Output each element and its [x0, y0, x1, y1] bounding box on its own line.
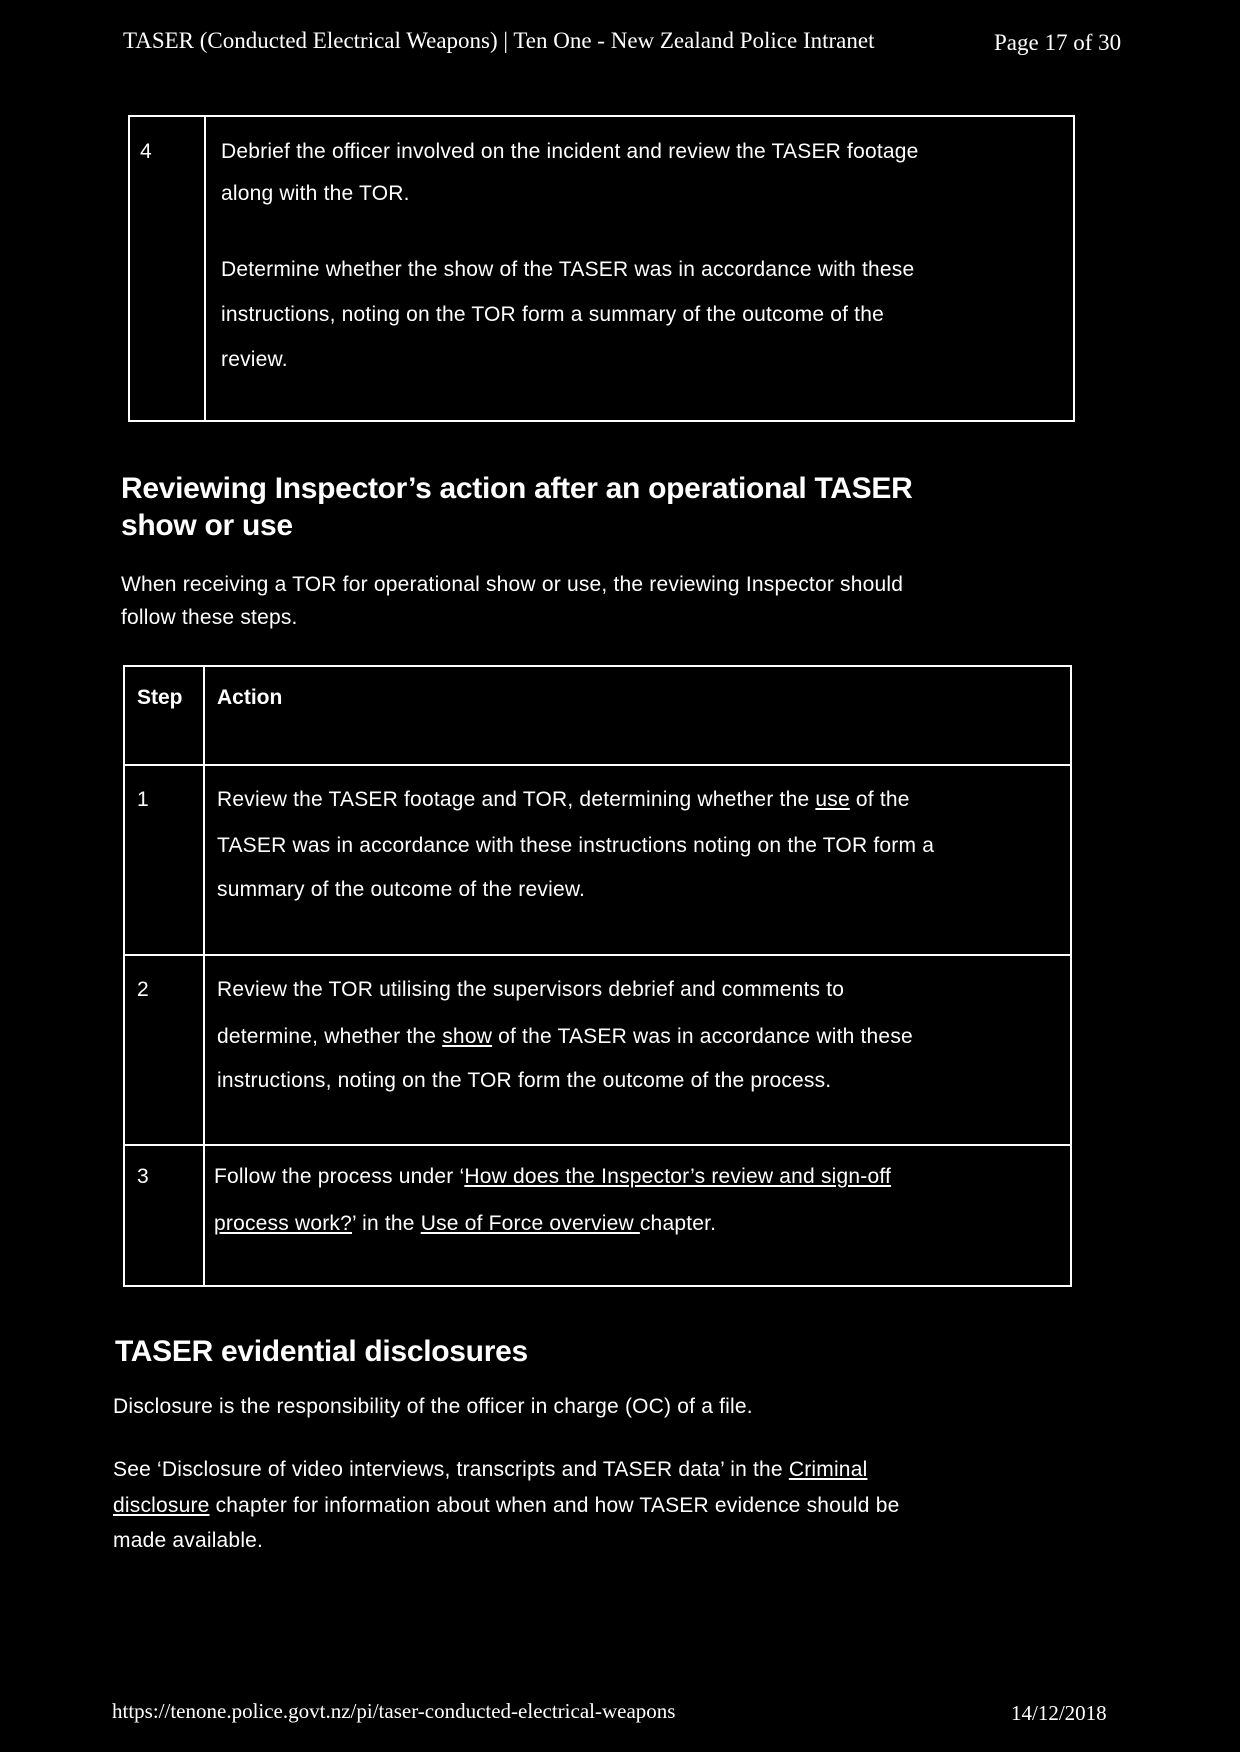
- text: See ‘Disclosure of video interviews, transcripts and TASER data’ in the: [113, 1458, 789, 1481]
- footer-date: 14/12/2018: [1011, 1701, 1107, 1725]
- section-heading: TASER evidential disclosures: [115, 1335, 528, 1368]
- step-text-line: instructions, noting on the TOR form a summary of the outcome of the: [221, 303, 884, 326]
- text: of the TASER was in accordance with these: [492, 1025, 913, 1048]
- inspector-review-link[interactable]: How does the Inspector’s review and sign-off: [464, 1165, 892, 1188]
- footer-url: https://tenone.police.govt.nz/pi/taser-conducted-electrical-weapons: [112, 1699, 676, 1723]
- text: determine, whether the: [217, 1025, 443, 1048]
- action-line: summary of the outcome of the review.: [217, 878, 586, 901]
- disclosure-text: Disclosure is the responsibility of the officer in charge (OC) of a file.: [113, 1395, 753, 1418]
- intro-text: follow these steps.: [121, 606, 298, 629]
- column-header-action: Action: [217, 686, 283, 709]
- action-line: [217, 1025, 913, 1049]
- criminal-disclosure-link[interactable]: Criminal: [788, 1458, 868, 1481]
- disclosure-text: made available.: [113, 1529, 264, 1552]
- emphasis-use: use: [815, 788, 850, 811]
- inspector-review-link[interactable]: process work?: [214, 1212, 352, 1235]
- action-line: [214, 1165, 891, 1189]
- step-text-line: along with the TOR.: [221, 182, 410, 205]
- text: of the: [849, 788, 910, 811]
- step-text-line: Determine whether the show of the TASER was in accordance with these: [221, 258, 915, 281]
- table-divider: [204, 115, 206, 422]
- emphasis-show: show: [442, 1025, 493, 1048]
- criminal-disclosure-link[interactable]: disclosure: [113, 1494, 210, 1517]
- action-line: [214, 1212, 716, 1236]
- action-line: TASER was in accordance with these instructions noting on the TOR form a: [217, 834, 935, 857]
- step-number: 4: [140, 140, 152, 163]
- step-text-line: Debrief the officer involved on the incident and review the TASER footage: [221, 140, 919, 163]
- action-line: instructions, noting on the TOR form the outcome of the process.: [217, 1069, 832, 1092]
- intro-text: When receiving a TOR for operational show or use, the reviewing Inspector should: [121, 573, 904, 596]
- text: ’ in the: [351, 1212, 421, 1235]
- action-line: [217, 788, 910, 812]
- column-header-step: Step: [137, 686, 183, 709]
- step-number: 2: [137, 978, 149, 1001]
- action-line: Review the TOR utilising the supervisors debrief and comments to: [217, 978, 845, 1001]
- step-number: 3: [137, 1165, 149, 1188]
- step-text-line: review.: [221, 348, 288, 371]
- text: chapter for information about when and how TASER evidence should be: [209, 1494, 900, 1517]
- use-of-force-overview-link[interactable]: Use of Force overview: [420, 1212, 640, 1235]
- disclosure-text: [113, 1458, 867, 1482]
- section-heading: Reviewing Inspector’s action after an operational TASER: [121, 472, 913, 505]
- text: Follow the process under ‘: [214, 1165, 465, 1188]
- step-number: 1: [137, 788, 149, 811]
- table-row-divider: [123, 764, 1072, 766]
- table-row-divider: [123, 954, 1072, 956]
- page-number: Page 17 of 30: [994, 30, 1122, 55]
- section-heading: show or use: [121, 509, 293, 542]
- table-row-divider: [123, 1144, 1072, 1146]
- page-header-title: TASER (Conducted Electrical Weapons) | Ten One - New Zealand Police Intranet: [123, 28, 875, 53]
- table-divider: [203, 665, 205, 1287]
- text: chapter.: [639, 1212, 717, 1235]
- text: Review the TASER footage and TOR, determining whether the: [217, 788, 816, 811]
- disclosure-text: [113, 1494, 899, 1518]
- inspector-steps-table: [123, 665, 1072, 1287]
